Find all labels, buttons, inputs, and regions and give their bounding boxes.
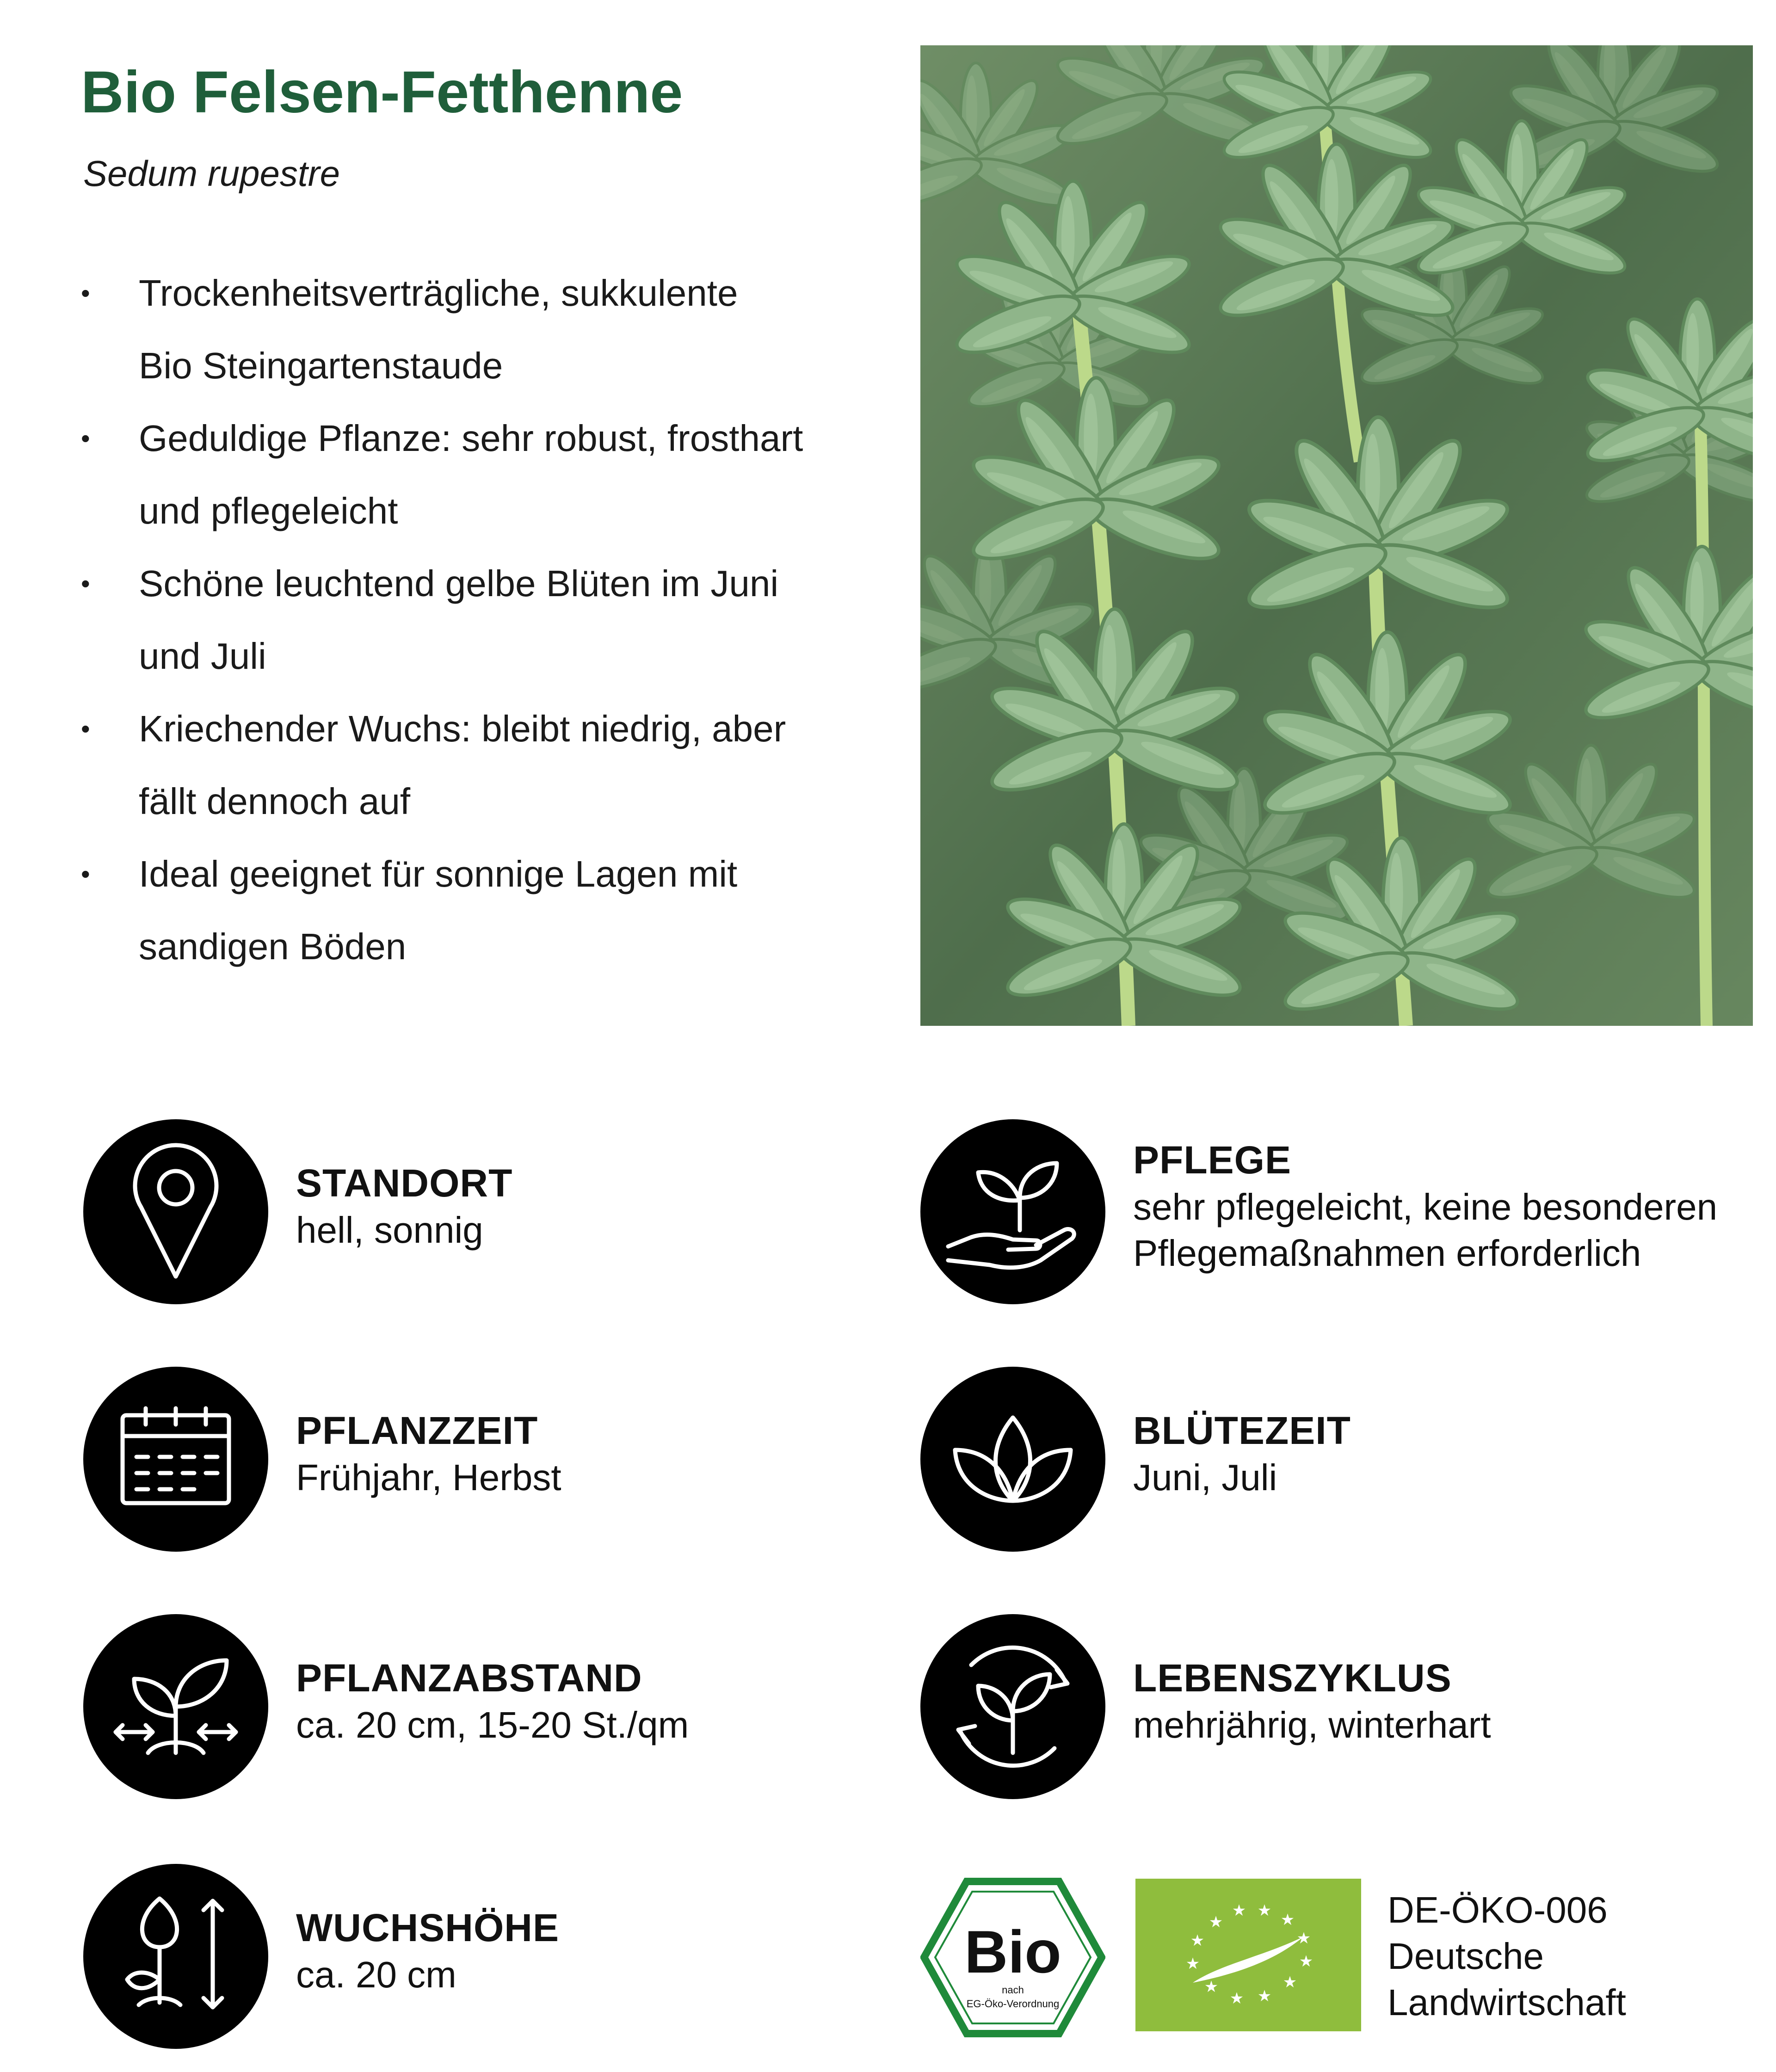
bio-seal-sub: EG-Öko-Verordnung [966,1998,1060,2010]
info-value: sehr pflegeleicht, keine besonderen [1133,1186,1718,1227]
list-item: • Schöne leuchtend gelbe Blüten im Juni [79,547,856,620]
eu-organic-logo [1135,1879,1361,2031]
lotus-flower-icon [920,1367,1105,1552]
info-value: Frühjahr, Herbst [296,1457,561,1498]
info-label: PFLANZZEIT [296,1409,538,1452]
info-lebenszyklus [920,1614,1707,1799]
latin-name: Sedum rupestre [83,153,340,194]
svg-text:★: ★ [1232,1901,1246,1920]
list-item: fällt dennoch auf [139,781,411,822]
lifecycle-icon [920,1614,1105,1799]
cert-origin: Deutsche [1388,1936,1544,1977]
info-standort [83,1119,870,1304]
info-pflanzzeit [83,1367,870,1552]
calendar-icon [83,1367,268,1552]
info-value: Pflegemaßnahmen erforderlich [1133,1233,1641,1274]
list-item: • Kriechender Wuchs: bleibt niedrig, aber [79,692,856,765]
bio-seal-sub: nach [1002,1984,1024,1996]
certification-text [1388,1887,1626,2026]
info-bluetezeit [920,1367,1707,1552]
info-label: STANDORT [296,1161,513,1205]
location-pin-icon [83,1119,268,1304]
svg-text:★: ★ [1296,1929,1311,1948]
info-pflanzabstand [83,1614,870,1799]
info-label: LEBENSZYKLUS [1133,1656,1452,1700]
info-label: BLÜTEZEIT [1133,1409,1351,1452]
bullet-dot: • [81,714,90,743]
svg-text:★: ★ [1283,1973,1297,1992]
svg-text:★: ★ [1190,1931,1205,1950]
info-label: PFLANZABSTAND [296,1656,642,1700]
plant-height-icon [83,1864,268,2049]
info-label: WUCHSHÖHE [296,1906,559,1949]
svg-text:★: ★ [1204,1978,1219,1996]
info-value: hell, sonnig [296,1209,483,1251]
svg-text:★: ★ [1257,1987,1272,2005]
svg-text:★: ★ [1209,1913,1223,1931]
list-item: und Juli [139,635,266,677]
bullet-dot: • [81,859,90,888]
svg-text:★: ★ [1299,1952,1314,1971]
bullet-dot: • [81,569,90,598]
bullet-dot: • [81,424,90,453]
svg-text:★: ★ [1229,1989,1244,2008]
info-wuchshoehe [83,1864,870,2049]
list-item: • Ideal geeignet für sonnige Lagen mit [79,838,856,910]
info-label: PFLEGE [1133,1138,1292,1182]
info-value: ca. 20 cm, 15-20 St./qm [296,1704,689,1745]
list-item: • Trockenheitsverträgliche, sukkulente [79,257,856,329]
info-value: ca. 20 cm [296,1954,456,1995]
info-pflege [920,1119,1753,1304]
info-value: Juni, Juli [1133,1457,1277,1498]
info-value: mehrjährig, winterhart [1133,1704,1491,1745]
product-title: Bio Felsen-Fetthenne [81,59,683,125]
svg-text:★: ★ [1185,1955,1200,1973]
svg-text:★: ★ [1257,1901,1272,1920]
bullet-dot: • [81,278,90,308]
list-item: und pflegeleicht [139,490,398,531]
plant-spacing-icon [83,1614,268,1799]
list-item: • Geduldige Pflanze: sehr robust, frosthart [79,402,856,475]
svg-text:★: ★ [1280,1911,1295,1929]
cert-origin: Landwirtschaft [1388,1982,1626,2023]
bio-seal-logo [920,1878,1105,2037]
sedum-succulent-photo [920,45,1753,1026]
cert-code: DE-ÖKO-006 [1388,1889,1608,1930]
hand-sprout-icon [920,1119,1105,1304]
bio-seal-text: Bio [964,1918,1061,1986]
list-item: sandigen Böden [139,926,407,967]
list-item: Bio Steingartenstaude [139,345,503,386]
feature-list [79,257,856,983]
